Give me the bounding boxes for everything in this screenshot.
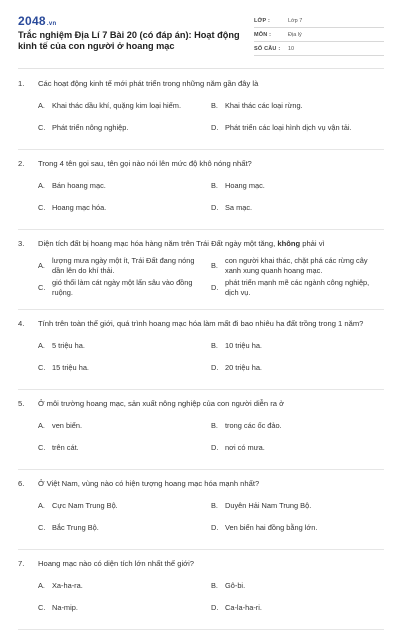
answer-option[interactable] <box>211 357 384 379</box>
option-letter: C. <box>38 123 46 132</box>
option-letter: A. <box>38 501 45 510</box>
option-letter: B. <box>211 101 218 110</box>
question-number: 4. <box>18 319 25 328</box>
answer-option[interactable] <box>211 415 384 437</box>
answer-options <box>18 175 384 219</box>
option-text: Duyên Hải Nam Trung Bộ. <box>225 501 312 510</box>
question-number: 5. <box>18 399 25 408</box>
question-stem <box>38 478 384 489</box>
answer-option[interactable] <box>211 175 384 197</box>
document-meta <box>254 14 384 56</box>
answer-option[interactable] <box>211 197 384 219</box>
option-text: 20 triệu ha. <box>225 363 262 372</box>
option-letter: B. <box>211 261 218 270</box>
option-text: 15 triệu ha. <box>52 363 89 372</box>
answer-option[interactable] <box>38 575 211 597</box>
answer-option[interactable] <box>211 277 384 299</box>
question-number: 2. <box>18 159 25 168</box>
answer-option[interactable] <box>38 95 211 117</box>
meta-row-class <box>254 14 384 28</box>
question-item <box>18 78 384 150</box>
answer-option[interactable] <box>38 517 211 539</box>
document-header <box>18 10 384 62</box>
meta-value: 10 <box>288 45 295 52</box>
answer-option[interactable] <box>38 197 211 219</box>
question-stem-text: Tính trên toàn thế giới, quá trình hoang mạc hóa làm mất đi bao nhiêu ha đất trồng trong 1 năm? <box>38 319 364 328</box>
site-logo[interactable] <box>18 14 56 28</box>
option-text: 10 triệu ha. <box>225 341 262 350</box>
option-letter: C. <box>38 443 46 452</box>
answer-option[interactable] <box>211 255 384 277</box>
option-letter: A. <box>38 581 45 590</box>
question-list <box>18 78 384 638</box>
answer-option[interactable] <box>38 357 211 379</box>
option-letter: A. <box>38 261 45 270</box>
option-text: Khai thác dầu khí, quặng kim loại hiếm. <box>52 101 182 110</box>
answer-option[interactable] <box>211 95 384 117</box>
option-text: phát triển mạnh mẽ các ngành công nghiệp, dịch vụ. <box>225 278 370 297</box>
option-letter: C. <box>38 603 46 612</box>
option-letter: A. <box>38 341 45 350</box>
option-text: Hoang mạc hóa. <box>52 203 107 212</box>
question-stem <box>38 238 384 249</box>
option-letter: A. <box>38 421 45 430</box>
answer-options <box>18 575 384 619</box>
answer-option[interactable] <box>211 117 384 139</box>
option-letter: C. <box>38 203 46 212</box>
question-stem-text: Diện tích đất bị hoang mạc hóa hàng năm trên Trái Đất ngày một tăng, <box>38 239 278 248</box>
answer-option[interactable] <box>38 255 211 277</box>
question-text <box>18 398 384 409</box>
meta-value: Lớp 7 <box>288 17 303 24</box>
answer-option[interactable] <box>211 575 384 597</box>
question-item <box>18 478 384 550</box>
document-title: Trắc nghiệm Địa Lí 7 Bài 20 (có đáp án): Hoạt động kinh tế của con người ở hoang mạc <box>18 30 240 51</box>
header-divider <box>18 68 384 69</box>
option-text: Khai thác các loại rừng. <box>225 101 303 110</box>
option-text: ven biển. <box>52 421 82 430</box>
option-text: Cực Nam Trung Bộ. <box>52 501 118 510</box>
option-letter: C. <box>38 283 46 292</box>
answer-option[interactable] <box>38 335 211 357</box>
option-letter: B. <box>211 501 218 510</box>
option-text: nơi có mưa. <box>225 443 265 452</box>
question-item <box>18 398 384 470</box>
option-text: trên cát. <box>52 443 79 452</box>
option-letter: B. <box>211 341 218 350</box>
question-number: 6. <box>18 479 25 488</box>
question-stem <box>38 318 384 329</box>
option-letter: A. <box>38 181 45 190</box>
option-text: Ca-la-ha-ri. <box>225 603 262 612</box>
answer-option[interactable] <box>38 117 211 139</box>
answer-option[interactable] <box>38 495 211 517</box>
question-item <box>18 318 384 390</box>
question-item <box>18 238 384 310</box>
option-letter: A. <box>38 101 45 110</box>
question-text <box>18 158 384 169</box>
question-text <box>18 78 384 89</box>
question-stem <box>38 158 384 169</box>
meta-key: LỚP : <box>254 17 270 24</box>
question-stem-text: Trong 4 tên gọi sau, tên gọi nào nói lên mức độ khô nóng nhất? <box>38 159 252 168</box>
option-text: trong các ốc đảo. <box>225 421 282 430</box>
question-stem-text: Hoang mạc nào có diện tích lớn nhất thế giới? <box>38 559 195 568</box>
question-stem-emphasis: không <box>277 239 301 248</box>
option-letter: D. <box>211 203 219 212</box>
option-text: Hoang mạc. <box>225 181 265 190</box>
question-stem-text: Ở Việt Nam, vùng nào có hiện tượng hoang mạc hóa mạnh nhất? <box>38 479 260 488</box>
question-text <box>18 558 384 569</box>
answer-options <box>18 335 384 379</box>
question-item <box>18 558 384 630</box>
answer-options <box>18 255 384 299</box>
meta-key: SỐ CÂU : <box>254 45 281 52</box>
option-text: Xa-ha-ra. <box>52 581 83 590</box>
option-text: Phát triển nông nghiệp. <box>52 123 129 132</box>
question-stem <box>38 558 384 569</box>
question-number: 1. <box>18 79 25 88</box>
option-letter: D. <box>211 443 219 452</box>
question-item <box>18 158 384 230</box>
answer-option[interactable] <box>38 277 211 299</box>
meta-row-subject <box>254 28 384 42</box>
option-text: Bắc Trung Bộ. <box>52 523 99 532</box>
option-letter: B. <box>211 421 218 430</box>
question-stem-text: Ở môi trường hoang mạc, sản xuất nông nghiệp của con người diễn ra ở <box>38 399 285 408</box>
option-text: Bán hoang mạc. <box>52 181 106 190</box>
option-letter: C. <box>38 363 46 372</box>
question-stem-text: Các hoạt động kinh tế mới phát triển trong những năm gần đây là <box>38 79 259 88</box>
option-letter: D. <box>211 123 219 132</box>
question-stem <box>38 78 384 89</box>
question-text <box>18 318 384 329</box>
option-text: Phát triển các loại hình dịch vụ vận tải. <box>225 123 352 132</box>
option-letter: D. <box>211 363 219 372</box>
answer-option[interactable] <box>38 175 211 197</box>
answer-option[interactable] <box>211 495 384 517</box>
answer-options <box>18 415 384 459</box>
option-text: gió thổi làm cát ngày một lấn sâu vào đồng ruộng. <box>52 278 193 297</box>
answer-option[interactable] <box>211 517 384 539</box>
option-text: con người khai thác, chặt phá các rừng cây xanh xung quanh hoang mạc. <box>225 256 368 275</box>
option-text: Sa mạc. <box>225 203 253 212</box>
meta-value: Địa lý <box>288 31 302 38</box>
option-letter: B. <box>211 581 218 590</box>
question-number: 7. <box>18 559 25 568</box>
question-stem <box>38 398 384 409</box>
answer-option[interactable] <box>38 415 211 437</box>
option-letter: D. <box>211 283 219 292</box>
logo-main: 2048 <box>18 14 46 28</box>
question-stem-text-after: phải vì <box>300 239 325 248</box>
answer-option[interactable] <box>38 437 211 459</box>
option-text: Gô-bi. <box>225 581 246 590</box>
question-text <box>18 238 384 249</box>
option-text: Na-mip. <box>52 603 78 612</box>
answer-option[interactable] <box>211 437 384 459</box>
question-number: 3. <box>18 239 25 248</box>
answer-option[interactable] <box>211 335 384 357</box>
answer-option[interactable] <box>38 597 211 619</box>
option-text: lượng mưa ngày một ít, Trái Đất đang nóng dần lên do khí thải. <box>52 256 195 275</box>
option-text: Ven biển hai đồng bằng lớn. <box>225 523 318 532</box>
logo-suffix: .vn <box>46 21 57 27</box>
option-letter: D. <box>211 603 219 612</box>
option-letter: C. <box>38 523 46 532</box>
question-text <box>18 478 384 489</box>
meta-key: MÔN : <box>254 31 272 38</box>
answer-options <box>18 495 384 539</box>
option-text: 5 triệu ha. <box>52 341 85 350</box>
answer-options <box>18 95 384 139</box>
option-letter: D. <box>211 523 219 532</box>
answer-option[interactable] <box>211 597 384 619</box>
meta-row-count <box>254 42 384 56</box>
option-letter: B. <box>211 181 218 190</box>
